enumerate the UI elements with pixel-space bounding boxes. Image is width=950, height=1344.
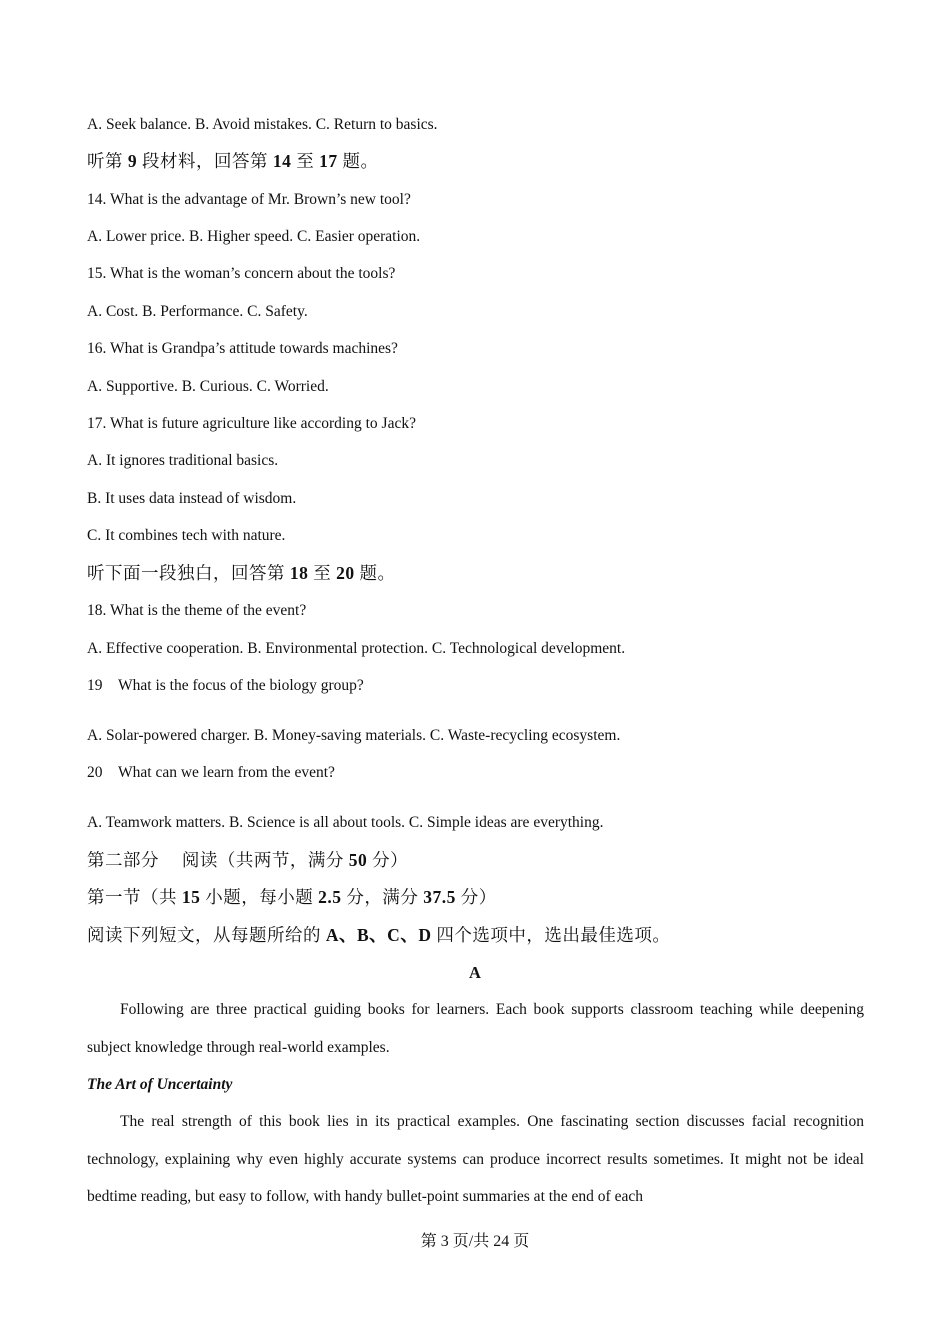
passage-label: A <box>469 963 481 982</box>
question-20: 20 What can we learn from the event? <box>87 764 335 781</box>
answer-options-13: A. Seek balance. B. Avoid mistakes. C. Return to basics. <box>87 116 438 133</box>
book-description-paragraph: The real strength of this book lies in its practical examples. One fascinating section discusses facial recognition technology, explaining why even highly accurate systems can produce incorrect results sometimes. It might not be ideal bedtime reading, but easy to follow, with handy bullet-point summaries at the end of each <box>87 1113 864 1205</box>
page-footer: 第 3 页/共 24 页 <box>420 1233 530 1250</box>
section-one-heading: 第一节（共 15 小题，每小题 2.5 分，满分 37.5 分） <box>87 887 497 907</box>
reading-instruction: 阅读下列短文，从每题所给的 A、B、C、D 四个选项中，选出最佳选项。 <box>87 925 671 945</box>
question-14: 14. What is the advantage of Mr. Brown’s new tool? <box>87 191 411 208</box>
answer-options-18: A. Effective cooperation. B. Environmental protection. C. Technological development. <box>87 640 626 657</box>
answer-options-20: A. Teamwork matters. B. Science is all about tools. C. Simple ideas are everything. <box>87 814 604 831</box>
answer-options-15: A. Cost. B. Performance. C. Safety. <box>87 303 308 320</box>
answer-option-17b: B. It uses data instead of wisdom. <box>87 490 297 507</box>
answer-options-14: A. Lower price. B. Higher speed. C. Easier operation. <box>87 228 421 245</box>
answer-option-17a: A. It ignores traditional basics. <box>87 452 279 469</box>
answer-options-19: A. Solar-powered charger. B. Money-saving materials. C. Waste-recycling ecosystem. <box>87 727 621 744</box>
answer-option-17c: C. It combines tech with nature. <box>87 527 286 544</box>
passage-intro-paragraph: Following are three practical guiding books for learners. Each book supports classroom teaching while deepening subject knowledge through real-world examples. <box>87 1001 864 1056</box>
answer-options-16: A. Supportive. B. Curious. C. Worried. <box>87 378 329 395</box>
section-instruction-9: 听第 9 段材料，回答第 14 至 17 题。 <box>87 151 379 171</box>
question-16: 16. What is Grandpa’s attitude towards machines? <box>87 340 398 357</box>
section-instruction-monologue: 听下面一段独白，回答第 18 至 20 题。 <box>87 563 396 583</box>
question-17: 17. What is future agriculture like according to Jack? <box>87 415 416 432</box>
question-18: 18. What is the theme of the event? <box>87 602 307 619</box>
question-19: 19 What is the focus of the biology group? <box>87 677 364 694</box>
question-15: 15. What is the woman’s concern about the tools? <box>87 265 396 282</box>
part-two-heading: 第二部分 阅读（共两节，满分 50 分） <box>87 850 409 870</box>
book-title: The Art of Uncertainty <box>87 1076 233 1093</box>
